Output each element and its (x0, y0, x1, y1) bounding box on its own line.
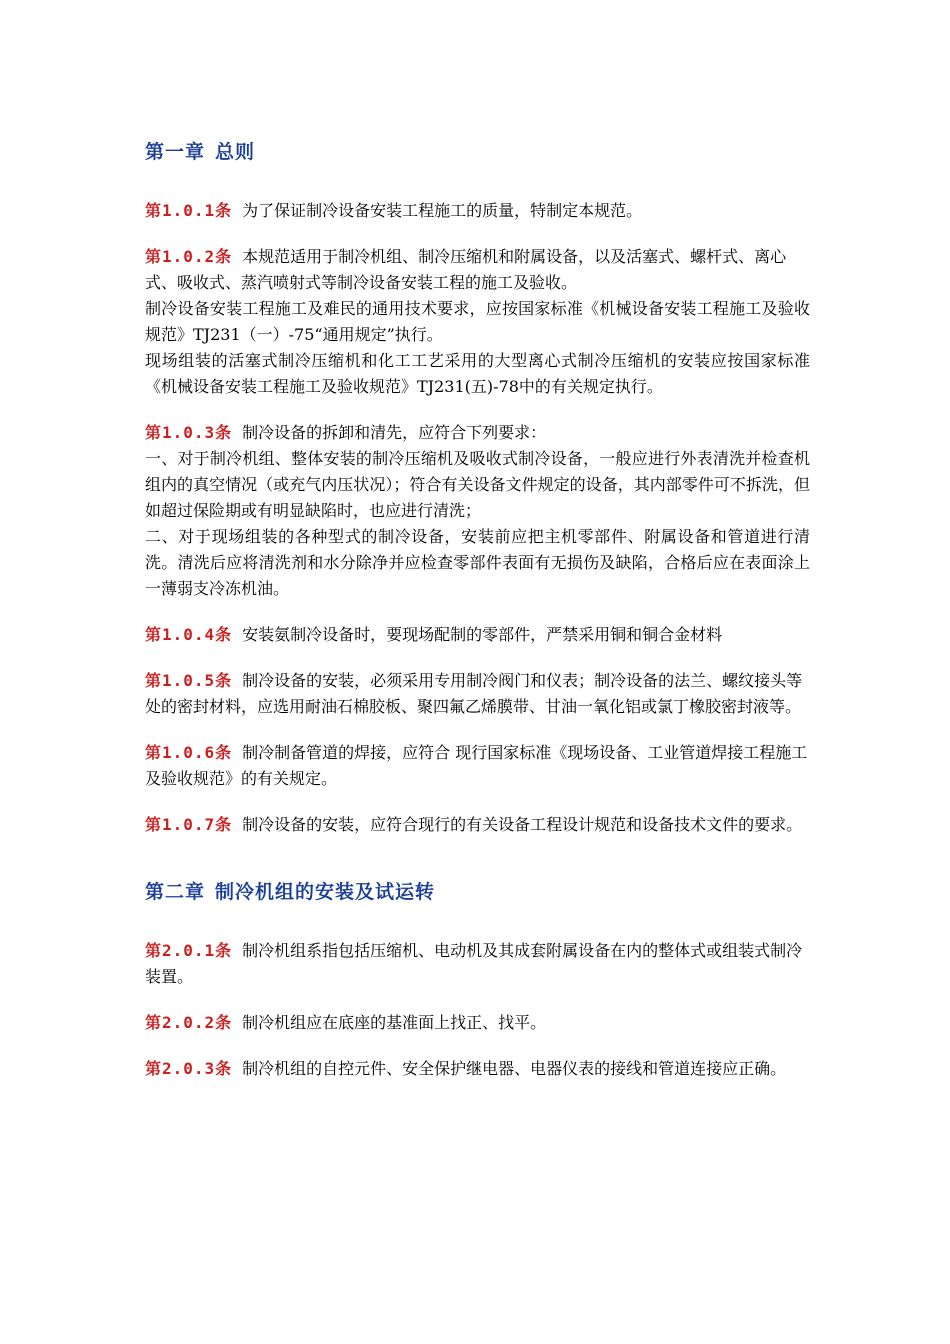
article-1-0-7 (145, 812, 810, 838)
article-text: 制冷机组的自控元件、安全保护继电器、电器仪表的接线和管道连接应正确。 (242, 1059, 787, 1078)
article-2-0-2 (145, 1010, 810, 1036)
article-number: 第1.0.3条 (145, 423, 233, 442)
article-paragraph: 现场组装的活塞式制冷压缩机和化工工艺采用的大型离心式制冷压缩机的安装应按国家标准《机械设备安装工程施工及验收规范》TJ231(五)-78中的有关规定执行。 (145, 351, 810, 396)
article-paragraph: 一、对于制冷机组、整体安装的制冷压缩机及吸收式制冷设备，一般应进行外表清洗并检查机组内的真空情况（或充气内压状况）；符合有关设备文件规定的设备，其内部零件可不拆洗，但如超过保险期或有明显缺陷时，也应进行清洗； (145, 449, 810, 520)
article-paragraph: 二、对于现场组装的各种型式的制冷设备，安装前应把主机零部件、附属设备和管道进行清洗。清洗后应将清洗剂和水分除净并应检查零部件表面有无损伤及缺陷，合格后应在表面涂上一薄弱支冷冻机油。 (145, 527, 810, 598)
chapter-2-number: 第二章 (145, 881, 206, 903)
article-text: 本规范适用于制冷机组、制冷压缩机和附属设备，以及活塞式、螺杆式、离心式、吸收式、蒸汽喷射式等制冷设备安装工程的施工及验收。 (145, 247, 787, 292)
article-2-0-1 (145, 938, 810, 990)
article-number: 第2.0.2条 (145, 1013, 233, 1032)
article-text: 安装氨制冷设备时，要现场配制的零部件，严禁采用铜和铜合金材料 (242, 625, 723, 644)
article-1-0-5 (145, 668, 810, 720)
article-text: 制冷机组系指包括压缩机、电动机及其成套附属设备在内的整体式或组装式制冷装置。 (145, 941, 803, 986)
article-number: 第1.0.1条 (145, 201, 233, 220)
chapter-1-number: 第一章 (145, 141, 206, 163)
article-text: 为了保证制冷设备安装工程施工的质量，特制定本规范。 (242, 201, 643, 220)
article-number: 第1.0.7条 (145, 815, 233, 834)
chapter-2-heading (145, 872, 810, 912)
chapter-1-heading (145, 132, 810, 172)
article-number: 第1.0.4条 (145, 625, 233, 644)
chapter-1-title: 总则 (215, 141, 256, 163)
article-text: 制冷设备的拆卸和清先，应符合下列要求： (242, 423, 547, 442)
article-text: 制冷制备管道的焊接，应符合 现行国家标准《现场设备、工业管道焊接工程施工及验收规范》的有关规定。 (145, 743, 808, 788)
article-text: 制冷机组应在底座的基准面上找正、找平。 (242, 1013, 547, 1032)
article-number: 第1.0.2条 (145, 247, 233, 266)
article-2-0-3 (145, 1056, 810, 1082)
article-1-0-2 (145, 244, 810, 400)
article-text: 制冷设备的安装，应符合现行的有关设备工程设计规范和设备技术文件的要求。 (242, 815, 803, 834)
article-text: 制冷设备的安装，必须采用专用制冷阀门和仪表；制冷设备的法兰、螺纹接头等处的密封材料，应选用耐油石棉胶板、聚四氟乙烯膜带、甘油一氧化铝或氯丁橡胶密封液等。 (145, 671, 803, 716)
article-1-0-4 (145, 622, 810, 648)
article-number: 第2.0.1条 (145, 941, 233, 960)
article-1-0-1 (145, 198, 810, 224)
article-number: 第1.0.6条 (145, 743, 233, 762)
chapter-2-title: 制冷机组的安装及试运转 (215, 881, 436, 903)
document-page (145, 132, 810, 1082)
article-paragraph: 制冷设备安装工程施工及难民的通用技术要求，应按国家标准《机械设备安装工程施工及验收规范》TJ231（一）-75“通用规定”执行。 (145, 299, 810, 344)
article-number: 第1.0.5条 (145, 671, 233, 690)
article-number: 第2.0.3条 (145, 1059, 233, 1078)
article-1-0-3 (145, 420, 810, 602)
article-1-0-6 (145, 740, 810, 792)
